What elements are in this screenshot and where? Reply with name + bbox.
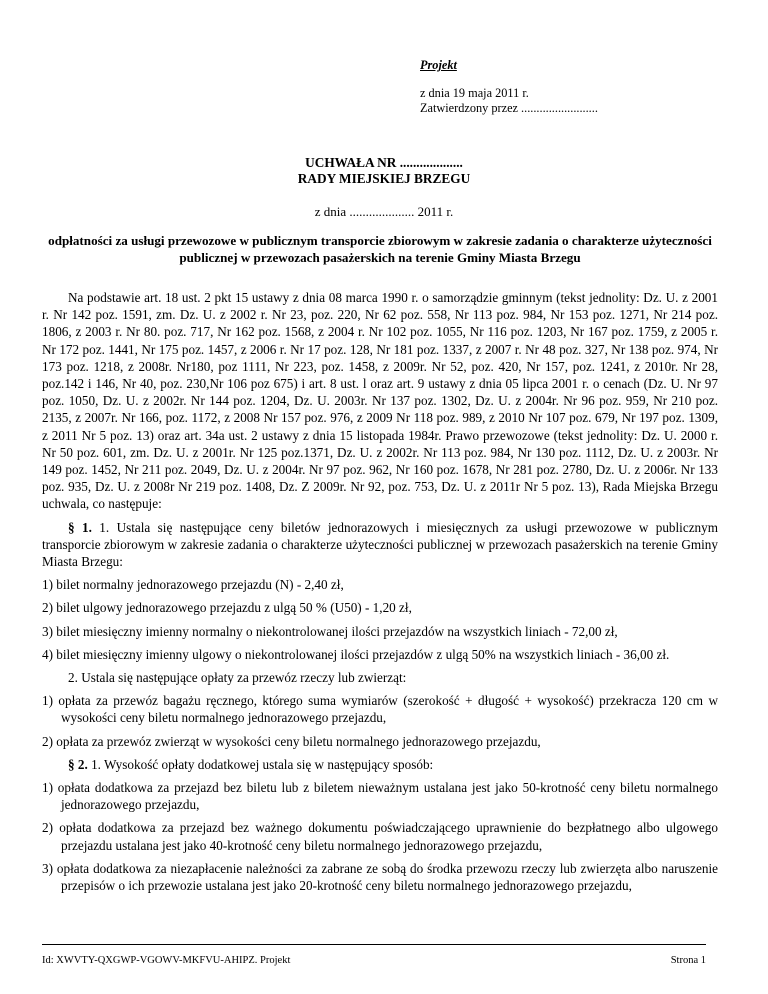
header-block — [420, 58, 598, 116]
section-1-intro-text: 1. Ustala się następujące ceny biletów jednorazowych i miesięcznych za usługi przewozowe w publicznym transporcie zbiorowym w zakresie zadania o charakterze użyteczności publicznej w przewozach pasażerskich na terenie Gminy Miasta Brzegu: — [42, 519, 718, 570]
list-item: 1) opłata dodatkowa za przejazd bez biletu lub z biletem nieważnym ustalana jest jako 50-krotność ceny biletu normalnego jednorazowego przejazdu, — [42, 780, 718, 813]
projekt-label: Projekt — [420, 58, 457, 72]
list-item: 3) bilet miesięczny imienny normalny o niekontrolowanej ilości przejazdów na wszystkich liniach - 72,00 zł, — [42, 623, 618, 639]
section-2-intro — [42, 756, 718, 773]
council-name: RADY MIEJSKIEJ BRZEGU — [297, 171, 471, 186]
resolution-subject: odpłatności za usługi przewozowe w publicznym transporcie zbiorowym w zakresie zadania o charakterze użyteczności publicznej w przewozach pasażerskich na terenie Gminy Miasta Brzegu — [48, 233, 712, 265]
resolution-date: z dnia .................... 2011 r. — [314, 204, 454, 219]
footer-divider — [42, 944, 706, 945]
section-1-mark: § 1. — [68, 519, 92, 535]
section-2-mark: § 2. — [68, 756, 88, 772]
list-item: 4) bilet miesięczny imienny ulgowy o niekontrolowanej ilości przejazdów z ulgą 50% na wszystkich liniach - 36,00 zł. — [42, 646, 670, 662]
list-item: 3) opłata dodatkowa za niezapłacenie należności za zabrane ze sobą do środka przewozu rzeczy lub zwierzęta albo naruszenie przepisów o ich przewozie ustalana jest jako 20-krotność ceny biletu normalnego jednorazowego przejazdu, — [42, 860, 718, 894]
footer-page-number: Strona 1 — [670, 955, 706, 966]
list-item: 2) opłata za przewóz zwierząt w wysokości ceny biletu normalnego jednorazowego przejazdu, — [42, 733, 541, 749]
document-body — [42, 289, 718, 900]
header-approved: Zatwierdzony przez ......................... — [420, 101, 598, 115]
list-item: 1) opłata za przewóz bagażu ręcznego, którego suma wymiarów (szerokość + długość + wysokość) przekracza 120 cm w wysokości ceny biletu normalnego jednorazowego przejazdu, — [42, 693, 718, 726]
footer-document-id: Id: XWVTY-QXGWP-VGOWV-MKFVU-AHIPZ. Projekt — [42, 955, 291, 966]
section-1-intro — [42, 519, 718, 571]
list-item: 2) bilet ulgowy jednorazowego przejazdu z ulgą 50 % (U50) - 1,20 zł, — [42, 600, 412, 616]
header-date: z dnia 19 maja 2011 r. — [420, 86, 529, 100]
resolution-number: UCHWAŁA NR ................... — [305, 155, 463, 170]
list-item: 2) opłata dodatkowa za przejazd bez ważnego dokumentu poświadczającego uprawnienie do bezpłatnego albo ulgowego przejazdu ustalana jest jako 40-krotność ceny biletu normalnego jednorazowego przejazdu, — [42, 820, 718, 853]
list-item: 1) bilet normalny jednorazowego przejazdu (N) - 2,40 zł, — [42, 577, 344, 593]
section-1-point-2: 2. Ustala się następujące opłaty za przewóz rzeczy lub zwierząt: — [68, 670, 407, 686]
preamble: Na podstawie art. 18 ust. 2 pkt 15 ustawy z dnia 08 marca 1990 r. o samorządzie gminnym (tekst jednolity: Dz. U. z 2001 r. Nr 142 poz. 1591, zm. Dz. U. z 2002 r. Nr 23, poz. 220, Nr 62 poz. 558, Nr 113 poz. 984, Nr 153 poz. 1271, Nr 214 poz. 1806, z 2003 r. Nr 80. poz. 717, Nr 162 poz. 1568, z 2004 r. Nr 102 poz. 1055, Nr 116 poz. 1203, Nr 167 poz. 1759, z 2005 r. Nr 172 poz. 1441, Nr 175 poz. 1457, z 2006 r. Nr 17 poz. 128, Nr 181 poz. 1337, z 2007 r. Nr 48 poz. 327, Nr 138 poz. 974, Nr 173 poz. 1218, z 2008r. Nr180, poz 1111, Nr 223, poz. 1458, z 2009r. Nr 52, poz. 420, Nr 157, poz. 1241, z 2010r. Nr 28, poz.142 i 146, Nr 40, poz. 230,Nr 106 poz 675) i art. 8 ust. l oraz art. 9 ustawy z dnia 05 lipca 2001 r. o cenach (Dz. U. Nr 97 poz. 1050, Dz. U. z 2002r. Nr 144 poz. 1204, Dz. U. 2003r. Nr 137 poz. 1302, Dz. U. z 2004r. Nr 96 poz. 959, Nr 210 poz. 2135, z 2007r. Nr 166, poz. 1172, z 2008 Nr 157 poz. 976, z 2009 Nr 118 poz. 989, z 2010 Nr 107 poz. 679, Nr 197 poz. 1309, z 2011 Nr 5 poz. 13) oraz art. 34a ust. 2 ustawy z dnia 15 listopada 1984r. Prawo przewozowe (tekst jednolity: Dz. U. 2000 r. Nr 50 poz. 601, zm. Dz. U. z 2001r. Nr 125 poz.1371, Dz. U. z 2002r. Nr 113 poz. 984, Nr 130 poz. 1112, Dz. U. z 2003r. Nr 149 poz. 1452, Nr 211 poz. 2049, Dz. U. z 2004r. Nr 97 poz. 962, Nr 160 poz. 1678, Nr 281 poz. 2780, Dz. U. z 2006r. Nr 133 poz. 935, Dz. U. z 2008r Nr 219 poz. 1408, Dz. Z 2009r. Nr 92, poz. 753, Dz. U. z 2011r Nr 5 poz. 13), Rada Miejska Brzegu uchwala, co następuje: — [42, 290, 718, 512]
section-2-intro-text: 1. Wysokość opłaty dodatkowej ustala się w następujący sposób: — [87, 756, 434, 772]
